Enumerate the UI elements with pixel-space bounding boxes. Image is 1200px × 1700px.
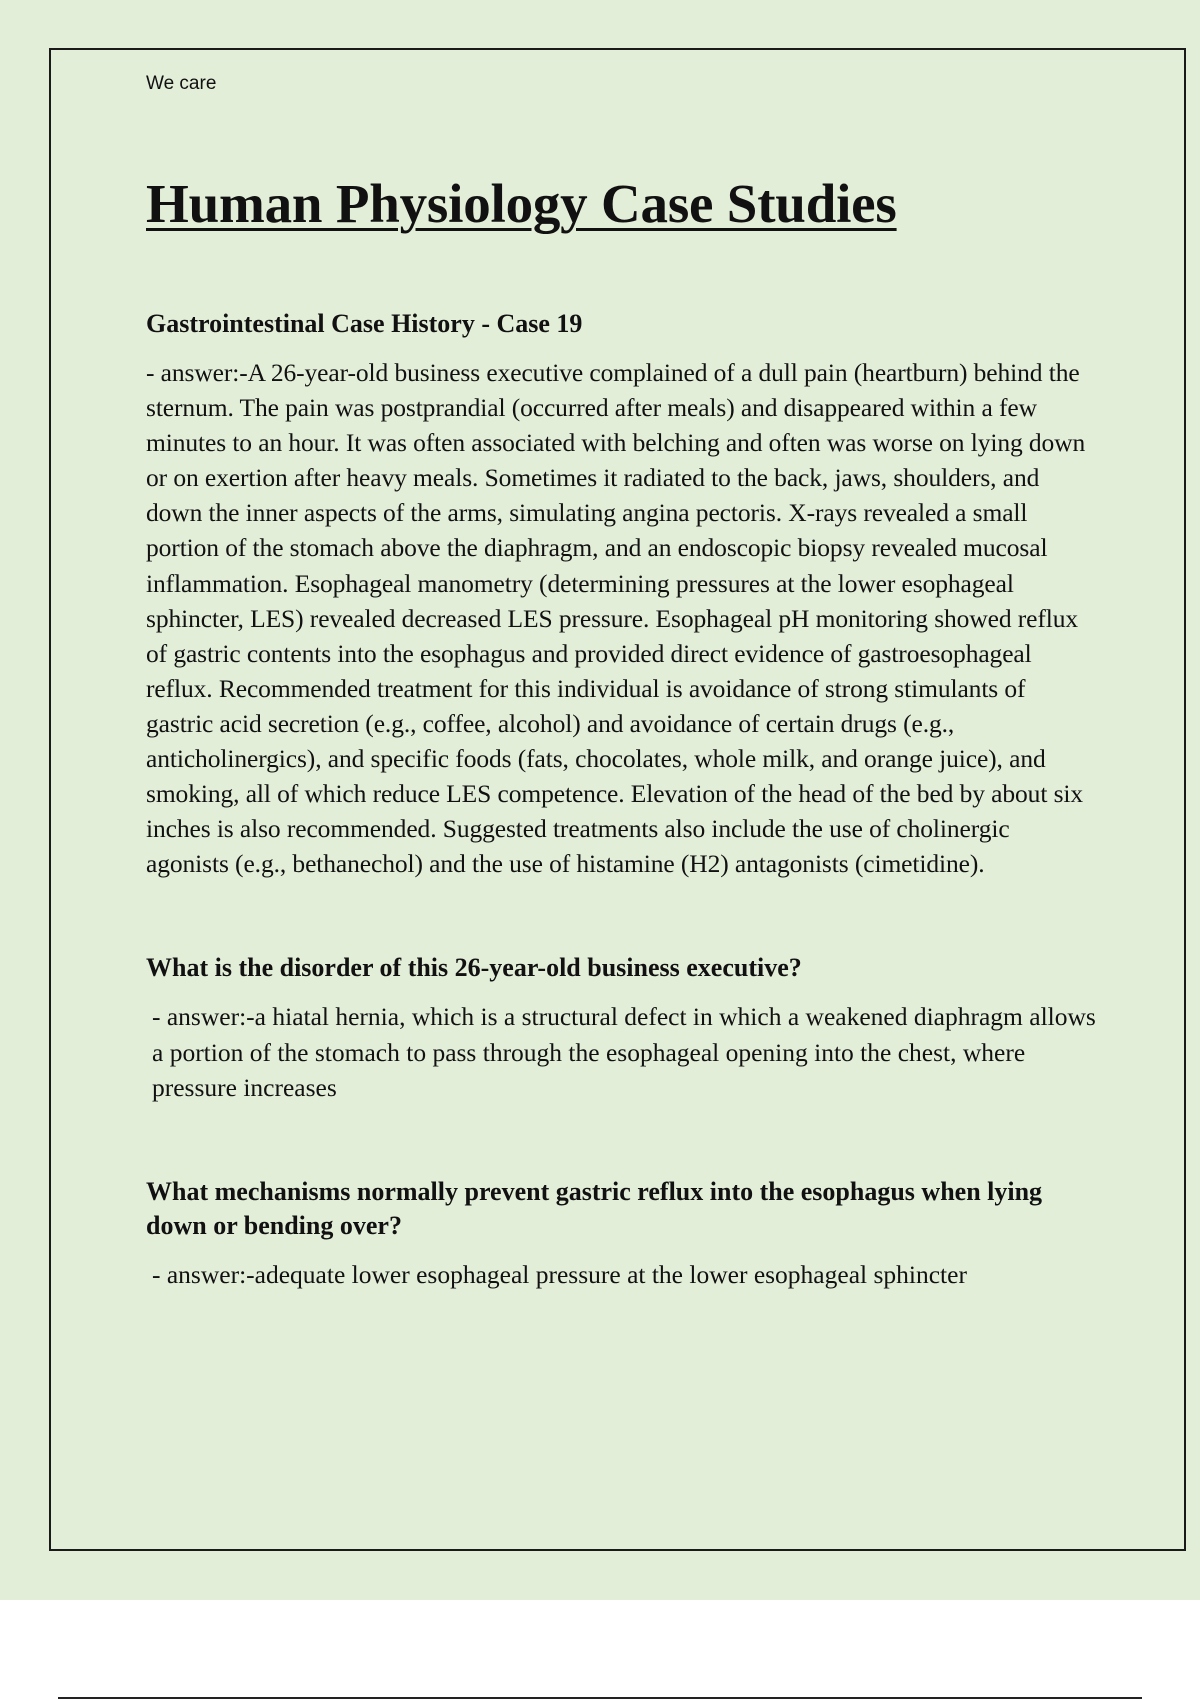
question-block-1 [146,951,1096,1104]
footer-divider [58,1697,1142,1699]
question-heading: What mechanisms normally prevent gastric reflux into the esophagus when lying down or bending over? [146,1176,1043,1240]
header-label: We care [146,73,217,94]
question-answer: - answer:-a hiatal hernia, which is a structural defect in which a weakened diaphragm allows a portion of the stomach to pass through the esophageal opening into the chest, where pressure increases [152,1002,1096,1102]
question-answer: - answer:-adequate lower esophageal pressure at the lower esophageal sphincter [152,1259,967,1289]
section-heading: Gastrointestinal Case History - Case 19 [146,309,583,338]
question-block-2 [146,1175,1096,1292]
question-heading: What is the disorder of this 26-year-old business executive? [146,953,802,983]
document-content [146,70,1096,1292]
case-description: - answer:-A 26-year-old business executive complained of a dull pain (heartburn) behind the sternum. The pain was postprandial (occurred after meals) and disappeared within a few minutes to an hour. It was often associated with belching and often was worse on lying down or on exertion after heavy meals. Sometimes it radiated to the back, jaws, shoulders, and down the inner aspects of the arms, simulating angina pectoris. X-rays revealed a small portion of the stomach above the diaphragm, and an endoscopic biopsy revealed mucosal inflammation. Esophageal manometry (determining pressures at the lower esophageal sphincter, LES) revealed decreased LES pressure. Esophageal pH monitoring showed reflux of gastric contents into the esophagus and provided direct evidence of gastroesophageal reflux. Recommended treatment for this individual is avoidance of strong stimulants of gastric acid secretion (e.g., coffee, alcohol) and avoidance of certain drugs (e.g., anticholinergics), and specific foods (fats, chocolates, whole milk, and orange juice), and smoking, all of which reduce LES competence. Elevation of the head of the bed by about six inches is also recommended. Suggested treatments also include the use of cholinergic agonists (e.g., bethanechol) and the use of histamine (H2) antagonists (cimetidine). [146,358,1086,879]
document-title: Human Physiology Case Studies [146,173,897,234]
